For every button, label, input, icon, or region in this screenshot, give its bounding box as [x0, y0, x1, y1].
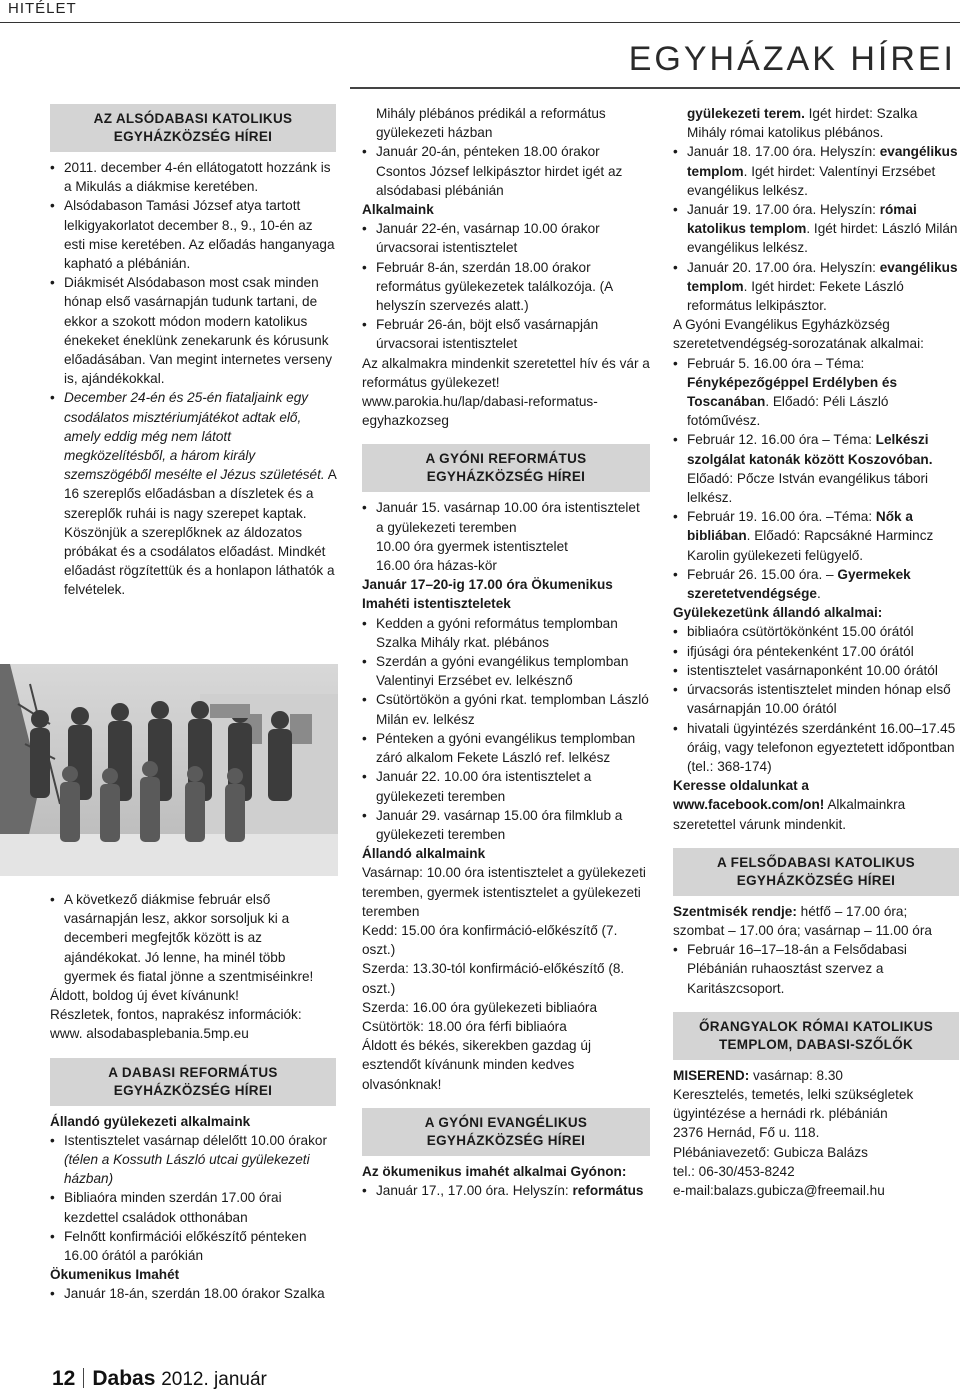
subheading: Alkalmaink [362, 202, 434, 218]
list-item: • Február 26. 15.00 óra. – Gyermekek szeretetvendégsége. [673, 565, 959, 603]
list-item: • Január 15. vasárnap 10.00 óra istentisztelet a gyülekezeti teremben [362, 498, 650, 536]
paragraph: Plébániavezető: Gubicza Balázs [673, 1144, 868, 1160]
paragraph: Szentmisék rendje: hétfő – 17.00 óra; szombat – 17.00 óra; vasárnap – 11.00 óra [673, 903, 932, 938]
list-item: • Január 18-án, szerdán 18.00 órakor Szalka [50, 1284, 336, 1303]
page-number: 12 [52, 1367, 76, 1390]
paragraph: Áldott, boldog új évet kívánunk! [50, 988, 239, 1004]
nativity-text: December 24-én és 25-én fiataljaink egy csodálatos misztériumjátékot adtak elő, amely eddig még nem látott megközelítésből, a három király szemszögéből mesélte el Jézus születését. [64, 390, 325, 483]
paragraph: 16.00 óra házas-kör [376, 558, 497, 574]
issue-date: 2012. január [161, 1369, 267, 1390]
list-item: • Pénteken a gyóni evangélikus templomban záró alkalom Fekete László ref. lelkész [362, 729, 650, 767]
list-item: • Január 20-án, pénteken 18.00 órakor Csontos József lelkipásztor hirdet igét az alsódabasi plébánián [362, 142, 650, 200]
email-text: e-mail:balazs.gubicza@freemail.hu [673, 1182, 885, 1198]
paragraph: Szerda: 13.30-tól konfirmáció-előkészítő (8. oszt.) [362, 961, 625, 996]
subheading: Állandó alkalmaink [362, 846, 486, 862]
paragraph: Részletek, fontos, naprakész információk: [50, 1007, 302, 1023]
column-3 [673, 104, 959, 1200]
list-item: • istentisztelet vasárnaponként 10.00 órától [673, 661, 959, 680]
list-item: • Január 20. 17.00 óra. Helyszín: evangélikus templom. Igét hirdet: Fekete László református lelkipásztor. [673, 258, 959, 316]
gyon-lutheran-header: A GYÓNI EVANGÉLIKUS EGYHÁZKÖZSÉG HÍREI [362, 1108, 650, 1156]
page-title: EGYHÁZAK HÍREI [628, 40, 956, 78]
alsodabas-header: AZ ALSÓDABASI KATOLIKUS EGYHÁZKÖZSÉG HÍREI [50, 104, 336, 152]
magazine-name: Dabas [92, 1367, 156, 1390]
list-item: • Február 12. 16.00 óra – Téma: Lelkészi szolgálat katonák között Koszovóban. Előadó: Pőcze István evangélikus tábori lelkész. [673, 430, 959, 507]
list-item: • Január 29. vasárnap 15.00 óra filmklub a gyülekezeti teremben [362, 806, 650, 844]
paragraph: Csütörtök: 18.00 óra férfi bibliaóra [362, 1018, 567, 1034]
gyon-reformed-header: A GYÓNI REFORMÁTUS EGYHÁZKÖZSÉG HÍREI [362, 444, 650, 492]
paragraph: MISEREND: vasárnap: 8.30 [673, 1067, 843, 1083]
paragraph: A Gyóni Evangélikus Egyházközség szeretetvendégség-sorozatának alkalmai: [673, 317, 924, 352]
page-footer [52, 1367, 267, 1391]
paragraph: Áldott és békés, sikerekben gazdag új esztendőt kívánunk minden kedves olvasónknak! [362, 1038, 591, 1092]
section-label: HITÉLET [8, 0, 77, 17]
list-item: • Január 22. 10.00 óra istentisztelet a gyülekezeti teremben [362, 767, 650, 805]
list-item: • Február 19. 16.00 óra. –Téma: Nők a bibliában. Előadó: Rapcsákné Harmincz Karolin gyülekezeti felügyelő. [673, 507, 959, 565]
section-rule [0, 22, 960, 23]
list-item: • Szerdán a gyóni evangélikus templomban Valentinyi Erzsébet ev. lelkésznő [362, 652, 650, 690]
subheading: Állandó gyülekezeti alkalmaink [50, 1113, 251, 1129]
list-item: • 2011. december 4-én ellátogatott hozzánk is a Mikulás a diákmise keretében. [50, 158, 336, 196]
subheading: Január 17–20-ig 17.00 óra Ökumenikus Imahéti istentiszteletek [362, 577, 613, 612]
list-item: • Istentisztelet vasárnap délelőtt 10.00 órakor (télen a Kossuth László utcai gyülekezeti házban) [50, 1131, 336, 1189]
paragraph: Keresztelés, temetés, lelki szükségletek ügyintézése a hernádi rk. plébánián [673, 1086, 914, 1122]
list-item: • hivatali ügyintézés szerdánként 16.00–17.45 óráig, vagy telefonon egyeztetett időpontban (tel.: 368-174) [673, 719, 959, 777]
list-item: • Február 8-án, szerdán 18.00 órakor református gyülekezetek találkozója. (A helyszín szervezés alatt.) [362, 258, 650, 316]
website-text: www.parokia.hu/lap/dabasi-reformatus-egyhazkozseg [362, 394, 598, 429]
paragraph: tel.: 06-30/453-8242 [673, 1163, 795, 1179]
list-item: • Január 18. 17.00 óra. Helyszín: evangélikus templom. Igét hirdet: Valentínyi Erzsébet evangélikus lelkész. [673, 142, 959, 200]
paragraph: Szerda: 16.00 óra gyülekezeti bibliaóra [362, 999, 598, 1015]
nativity-text-2: A 16 szereplős előadásban a díszletek és a szereplők ruhái is nagy szerepet kaptak. Köszönjük a szereplőknek az áldozatos próbákat és a csodálatos előadást. Mindkét előadást rögzítettük és a honlapon láthatók a felvételek. [64, 467, 337, 598]
footer-divider [83, 1368, 84, 1388]
paragraph: Mihály plébános prédikál a református gyülekezeti házban [376, 106, 606, 141]
list-item: • Január 22-én, vasárnap 10.00 órakor úrvacsorai istentisztelet [362, 219, 650, 257]
list-item: • úrvacsorás istentisztelet minden hónap első vasárnapján 10.00 órától [673, 680, 959, 718]
felsodabas-header: A FELSŐDABASI KATOLIKUS EGYHÁZKÖZSÉG HÍREI [673, 848, 959, 896]
list-item: • Felnőtt konfirmációi előkészítő pénteken 16.00 órától a parókián [50, 1227, 336, 1265]
subheading: Ökumenikus Imahét [50, 1267, 180, 1283]
list-item: • Január 19. 17.00 óra. Helyszín: római katolikus templom. Igét hirdet: László Milán evangélikus lelkész. [673, 200, 959, 258]
column-1-bottom [50, 890, 336, 1304]
paragraph: 10.00 óra gyermek istentisztelet [376, 538, 568, 554]
list-item: • Kedden a gyóni református templomban Szalka Mihály rkat. plébános [362, 614, 650, 652]
list-item: • Bibliaóra minden szerdán 17.00 órai kezdettel családok otthonában [50, 1188, 336, 1226]
paragraph: 2376 Hernád, Fő u. 118. [673, 1125, 820, 1141]
paragraph: Az alkalmakra mindenkit szeretettel hív és vár a református gyülekezet! [362, 355, 650, 390]
subheading: Az ökumenikus imahét alkalmai Gyónon: [362, 1163, 627, 1179]
photo-illustration [0, 664, 338, 876]
dabas-reformed-list [50, 1131, 336, 1265]
list-item: • Alsódabason Tamási József atya tartott lelkigyakorlatot december 8., 9., 10-én az esti mise keretében. Az előadás hanganyaga kapható a plébánián. [50, 196, 336, 273]
title-rule [350, 87, 960, 89]
paragraph: Vasárnap: 10.00 óra istentisztelet a gyülekezeti teremben, gyermek istentisztelet a gyülekezeti teremben [362, 865, 646, 919]
website-text: www. alsodabasplebania.5mp.eu [50, 1026, 249, 1042]
column-1 [50, 104, 336, 600]
list-item: • bibliaóra csütörtökönként 15.00 órától [673, 622, 959, 641]
column-2 [362, 104, 650, 1200]
paragraph: gyülekezeti terem. Igét hirdet: Szalka Mihály római katolikus plébános. [687, 106, 918, 141]
list-item: • Január 17., 17.00 óra. Helyszín: református [362, 1181, 650, 1200]
photo-nativity-play [0, 664, 338, 876]
list-item: • Február 5. 16.00 óra – Téma: Fényképezőgéppel Erdélyben és Toscanában. Előadó: Péli László fotóművész. [673, 354, 959, 431]
list-item: • Diákmisét Alsódabason most csak minden hónap első vasárnapján tudunk tartani, de ekkor a szokott módon modern katolikus énekeket éneklünk zenekarunk és kórusunk előadásában. Van megint internetes verseny is, ajándékokkal. [50, 273, 336, 388]
list-item: • A következő diákmise február első vasárnapján lesz, akkor sorsoljuk ki a decemberi megfejtők között is az ajándékokat. Jó lenne, ha minél több gyermek és fiatal jönne a szentmiséinkre! [50, 890, 336, 986]
list-item: • Csütörtökön a gyóni rkat. templomban László Milán ev. lelkész [362, 690, 650, 728]
dabas-reformed-header: A DABASI REFORMÁTUS EGYHÁZKÖZSÉG HÍREI [50, 1058, 336, 1106]
list-item: • Február 16–17–18-án a Felsődabasi Plébánián ruhaosztást szervez a Karitászcsoport. [673, 940, 959, 998]
paragraph: Keresse oldalunkat a www.facebook.com/on! Alkalmainkra szeretettel várunk mindenkit. [673, 778, 906, 832]
list-item: • Február 26-án, böjt első vasárnapján úrvacsorai istentisztelet [362, 315, 650, 353]
list-item: • ifjúsági óra péntekenként 17.00 órától [673, 642, 959, 661]
alsodabas-list-2 [50, 890, 336, 986]
alsodabas-list [50, 158, 336, 600]
orangyalok-header: ŐRANGYALOK RÓMAI KATOLIKUS TEMPLOM, DABASI-SZŐLŐK [673, 1012, 959, 1060]
paragraph: Kedd: 15.00 óra konfirmáció-előkészítő (7. oszt.) [362, 922, 618, 958]
list-item [50, 388, 336, 599]
subheading: Gyülekezetünk állandó alkalmai: [673, 605, 883, 621]
